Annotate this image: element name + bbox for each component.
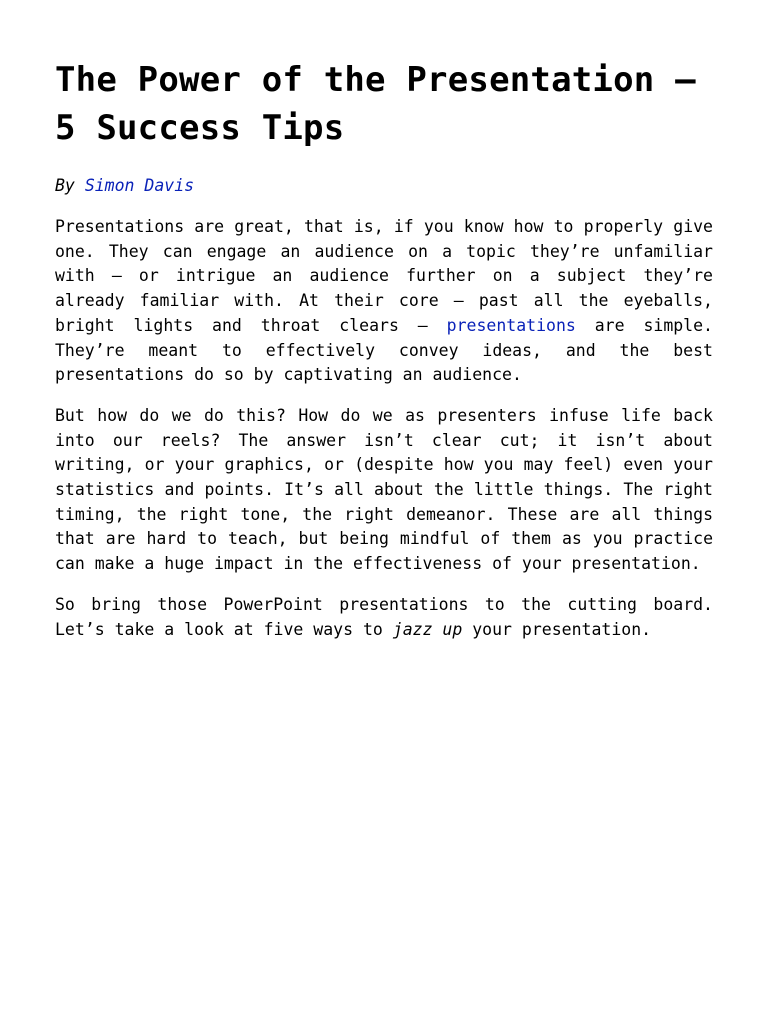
presentations-link[interactable]: presentations — [446, 315, 576, 335]
paragraph-1-text-a: Presentations are great, that is, if you know how to properly give one. They can engage an audience on a topic they’re unfamiliar with – or intrigue an audience further on a subject they’re already familiar with. At their core – past all the eyeballs, bright lights and throat clears – — [55, 217, 713, 335]
article-title: The Power of the Presentation – 5 Success Tips — [55, 60, 696, 148]
article — [55, 56, 713, 658]
paragraph-1-text-b: are simple. They’re meant to effectively convey ideas, and the best presentations do so by captivating an audience. — [55, 315, 713, 385]
paragraph-3 — [55, 593, 713, 642]
author-link[interactable]: Simon Davis — [84, 176, 195, 195]
paragraph-3-text-a: So bring those PowerPoint presentations to the cutting board. Let’s take a look at five ways to — [55, 594, 713, 639]
paragraph-2: But how do we do this? How do we as presenters infuse life back into our reels? The answer isn’t clear cut; it isn’t about writing, or your graphics, or (despite how you may feel) even your statistics and points. It’s all about the little things. The right timing, the right tone, the right demeanor. These are all things that are hard to teach, but being mindful of them as you practice can make a huge impact in the effectiveness of your presentation. — [55, 405, 713, 574]
paragraph-3-text-b: your presentation. — [462, 619, 652, 639]
byline-prefix: By — [55, 176, 75, 195]
byline — [55, 174, 713, 198]
paragraph-1 — [55, 215, 713, 388]
jazz-up-emphasis: jazz up — [392, 619, 463, 639]
